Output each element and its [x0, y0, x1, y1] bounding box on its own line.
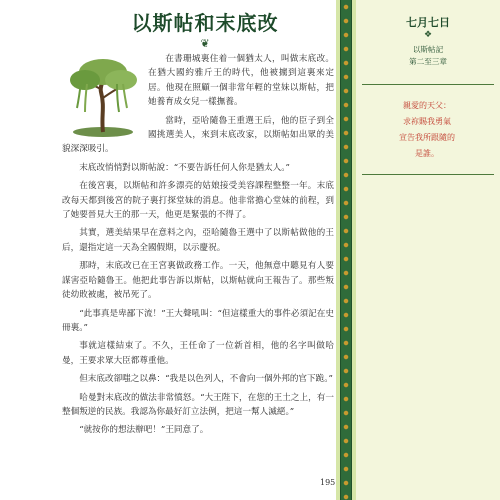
paragraph: 事就這樣結束了。不久，王任命了一位新首相，他的名字叫做哈曼，王要求眾大臣都尊重他。 [62, 341, 334, 366]
prayer-line: 宣告我所跟隨的 [399, 133, 455, 142]
sidebar-date: 七月七日 [406, 16, 450, 29]
story-body [62, 52, 334, 442]
devotion-sidebar [356, 0, 500, 500]
chapter-title-block [92, 10, 318, 50]
prayer-line: 是誰。 [415, 149, 439, 158]
paragraph: 那時，末底改已在王宮裏做政務工作。一天，他無意中聽見有人要謀害亞哈隨魯王。他把此事告訴以斯帖，以斯帖就向王報告了。那些叛徒幼敗被處，被吊死了。 [62, 261, 334, 301]
paragraph: “此事真是卑鄙下流！”王大聲吼叫：“但這樣重大的事件必須記在史冊裏。” [62, 308, 334, 333]
reference-book: 以斯帖記 [412, 45, 444, 54]
chapter-title: 以斯帖和末底改 [131, 11, 279, 35]
tree-illustration-icon [62, 52, 144, 140]
divider [362, 174, 494, 175]
paragraph: 其實，選美結果早在意料之內，亞哈隨魯王選中了以斯帖做他的王后，還指定這一天為全國假期，以示慶祝。 [62, 228, 334, 253]
prayer-line: 親愛的天父： [403, 101, 451, 110]
scripture-reference [366, 44, 490, 68]
paragraph: 當時，亞哈隨魯王重選王后，他的臣子到全國挑選美人，來到末底改家，以斯帖如出眾的美貌深深吸引。 [62, 115, 334, 155]
prayer-text [372, 98, 482, 162]
page-number: 195 [320, 478, 336, 487]
paragraph: 哈曼對末底改的做法非常憤怒。“大王陛下，在您的王土之上，有一整個叛逆的民族。我認為你最好訂立法例，把這一幫人滅絕。” [62, 392, 334, 417]
paragraph: 在書珊城裏住着一個猶太人，叫做末底改。在猶大國約雅斤王的時代，他被擄到這裏來定居。他現在照顧一個非常年輕的堂妹以斯帖，把她養育成女兒一樣撫養。 [148, 54, 334, 108]
prayer-line: 求祢賜我勇氣 [403, 117, 451, 126]
reference-chapter: 第二至三章 [409, 57, 447, 66]
border-line [351, 0, 352, 500]
paragraph: 但末底改卻嗤之以鼻：“我是以色列人，不會向一個外邦的官下跪。” [79, 374, 333, 385]
paragraph: “就按你的想法辦吧！”王同意了。 [79, 425, 209, 436]
border-pattern [341, 0, 351, 500]
paragraph: 末底改悄悄對以斯帖說：“不要告訴任何人你是猶太人。” [79, 162, 290, 173]
title-ornament: ❦ [200, 37, 210, 50]
paragraph: 在後宮裏，以斯帖和許多漂亮的姑娘接受美容課程整整一年。末底改每天都到後宮的院子裏打探堂妹的消息。他非常擔心堂妹的前程，到了她要晉見大王的那一天，他更是緊張的不得了。 [62, 181, 334, 221]
sidebar-ornament-icon: ❖ [423, 30, 433, 40]
divider [362, 84, 494, 85]
